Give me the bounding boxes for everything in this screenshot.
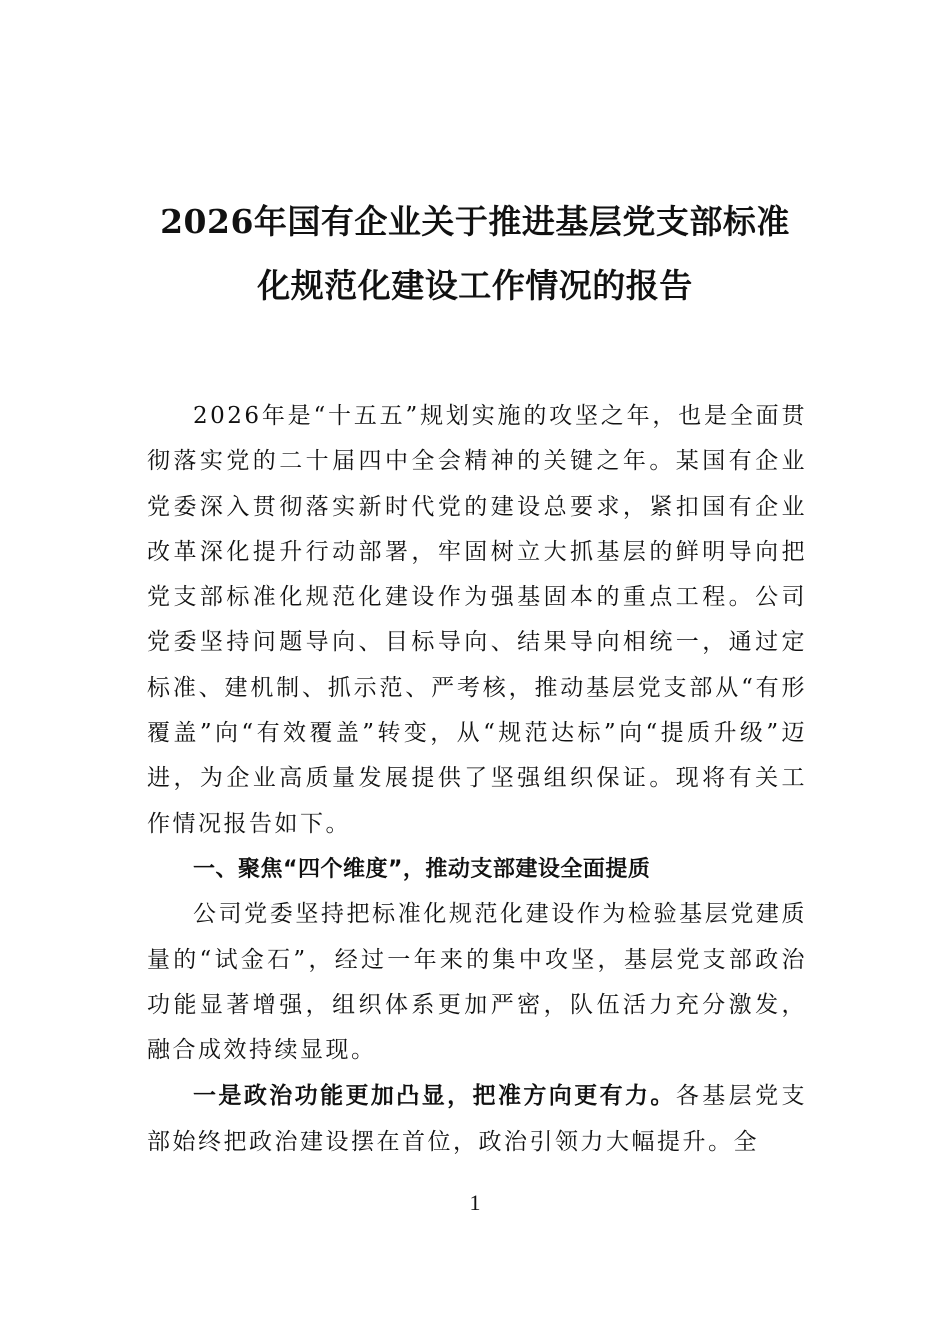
point-1-body: 各基层党支部始终把政治建设摆在首位，政治引领力大幅提升。全 (147, 1083, 808, 1155)
page-number: 1 (469, 1190, 481, 1215)
point-1-lead: 一是政治功能更加凸显，把准方向更有力。 (193, 1082, 676, 1110)
title-line-2: 化规范化建设工作情况的报告 (257, 266, 693, 305)
intro-paragraph: 2026年是“十五五”规划实施的攻坚之年，也是全面贯彻落实党的二十届四中全会精神的关键之年。某国有企业党委深入贯彻落实新时代党的建设总要求，紧扣国有企业改革深化提升行动部署，牢固树立大抓基层的鲜明导向把党支部标准化规范化建设作为强基固本的重点工程。公司党委坚持问题导向、目标导向、结果导向相统一，通过定标准、建机制、抓示范、严考核，推动基层党支部从“有形覆盖”向“有效覆盖”转变，从“规范达标”向“提质升级”迈进，为企业高质量发展提供了坚强组织保证。现将有关工作情况报告如下。 (147, 403, 807, 837)
document-body (147, 394, 807, 1165)
point-1-paragraph (147, 1073, 807, 1165)
document-title (120, 190, 830, 318)
section-1-heading: 一、聚焦“四个维度”，推动支部建设全面提质 (193, 856, 651, 882)
title-line-1: 2026年国有企业关于推进基层党支部标准 (160, 202, 790, 241)
section-1-paragraph: 公司党委坚持把标准化规范化建设作为检验基层党建质量的“试金石”，经过一年来的集中攻坚，基层党支部政治功能显著增强，组织体系更加严密，队伍活力充分激发，融合成效持续显现。 (147, 901, 807, 1064)
